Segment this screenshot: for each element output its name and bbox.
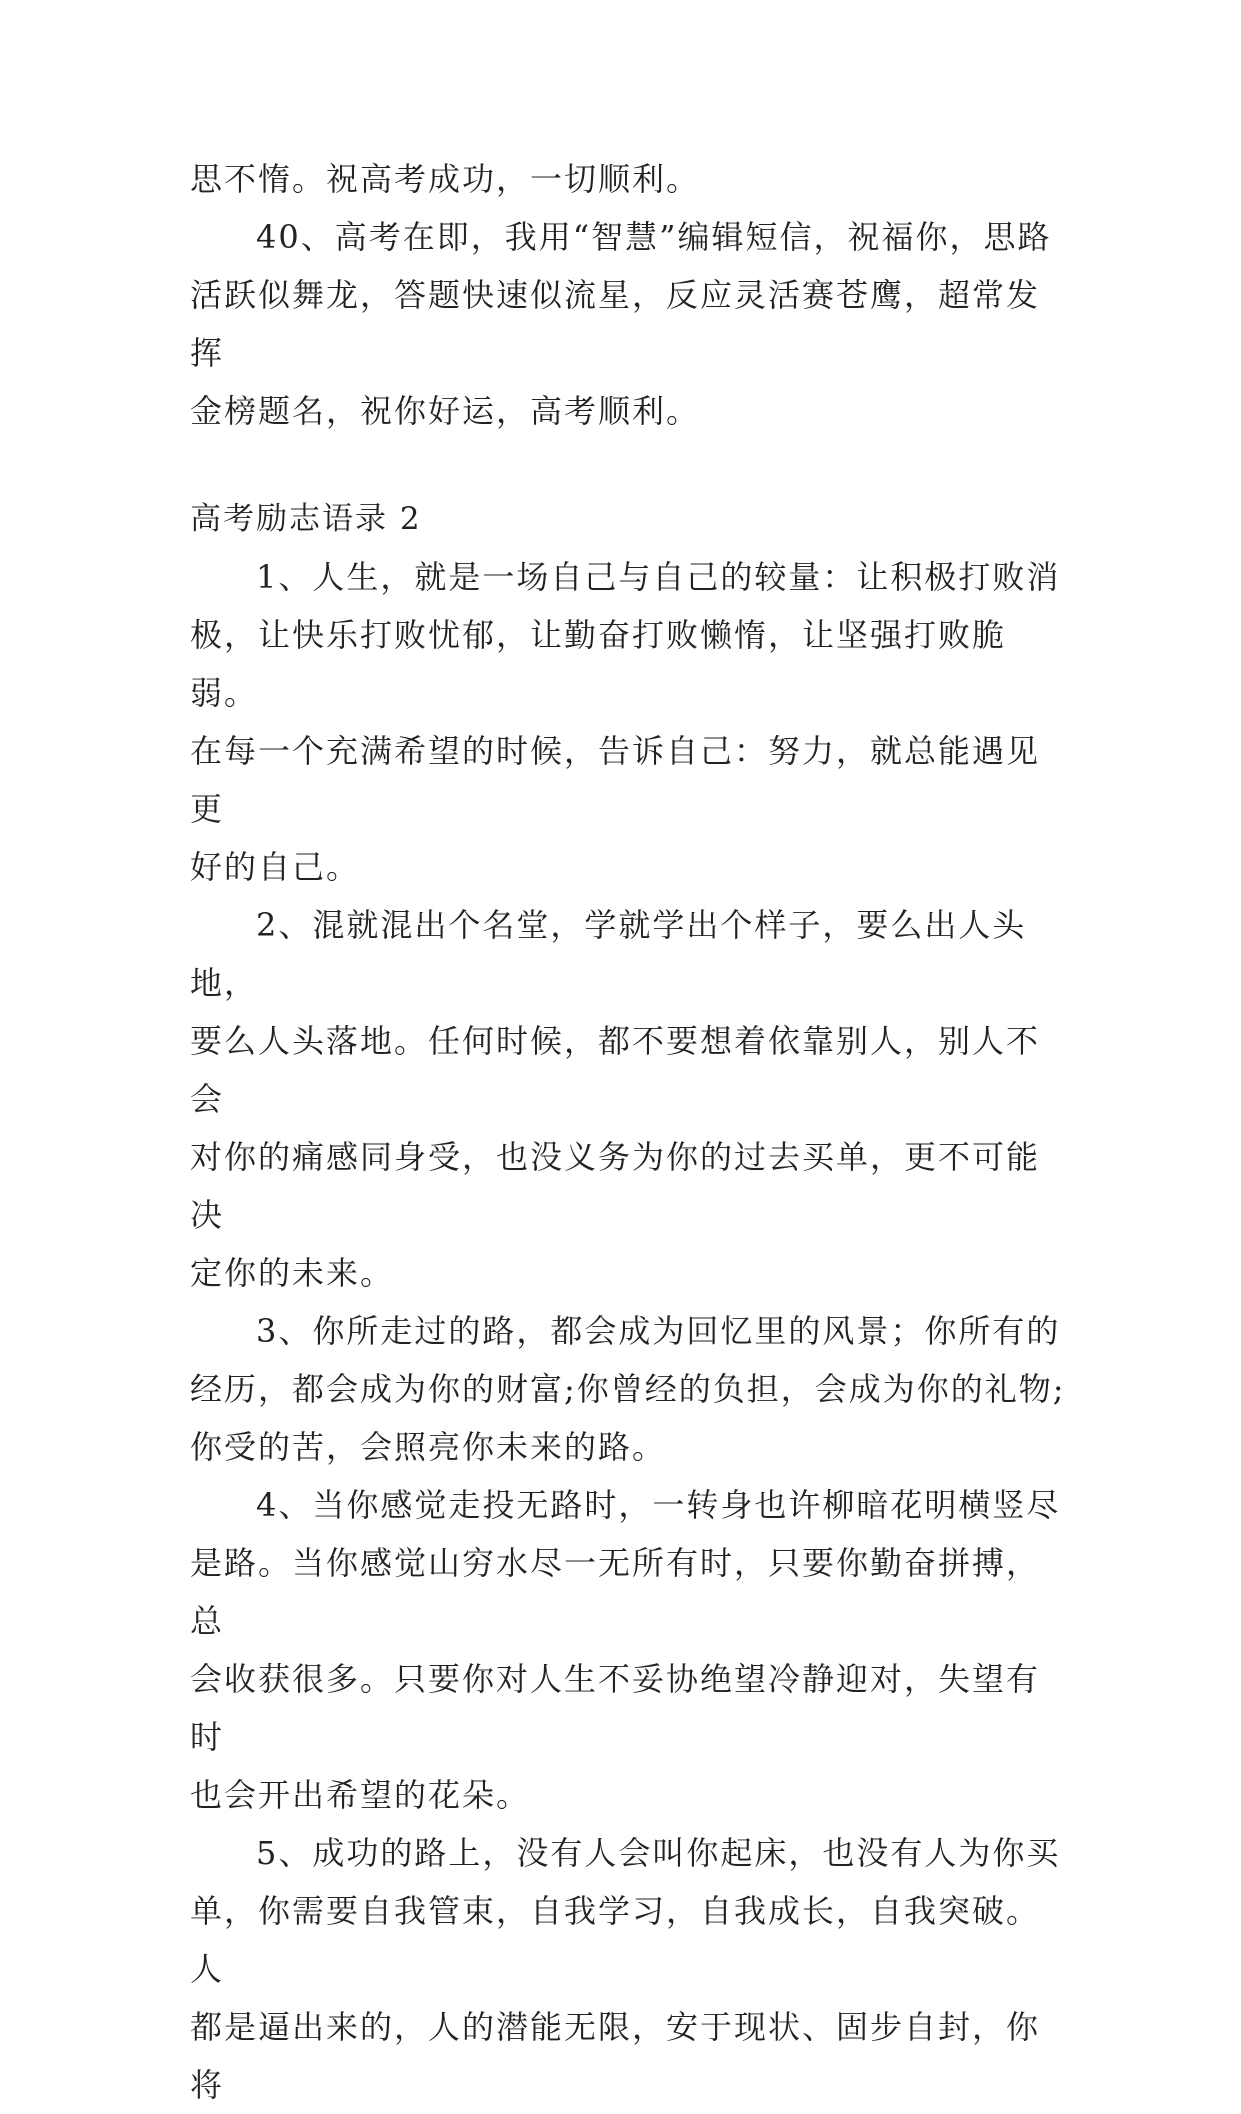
item-3-paragraph: 3、你所走过的路，都会成为回忆里的风景；你所有的 经历，都会成为你的财富;你曾经的负担，会成为你的礼物; 你受的苦，会照亮你未来的路。 [190,1312,1066,1466]
item-2-paragraph: 2、混就混出个名堂，学就学出个样子，要么出人头地， 要么人头落地。任何时候，都不要想着依靠别人，别人不会 对你的痛感同身受，也没义务为你的过去买单，更不可能决 定你的未来。 [190,906,1041,1292]
item-1-paragraph: 1、人生，就是一场自己与自己的较量：让积极打败消 极，让快乐打败忧郁，让勤奋打败懒惰，让坚强打败脆弱。 在每一个充满希望的时候，告诉自己：努力，就总能遇见更 好的自己。 [190,558,1061,886]
continuation-paragraph: 思不惰。祝高考成功，一切顺利。 [190,160,701,198]
item-5-paragraph: 5、成功的路上，没有人会叫你起床，也没有人为你买 单，你需要自我管束，自我学习，自我成长，自我突破。人 都是逼出来的，人的潜能无限，安于现状、固步自封，你将 [190,1834,1061,2104]
document-body [190,150,1070,2114]
item-40-paragraph: 40、高考在即，我用“智慧”编辑短信，祝福你，思路 活跃似舞龙，答题快速似流星，反应灵活赛苍鹰，超常发挥 金榜题名，祝你好运，高考顺利。 [190,218,1052,430]
item-4-paragraph: 4、当你感觉走投无路时，一转身也许柳暗花明横竖尽 是路。当你感觉山穷水尽一无所有时，只要你勤奋拼搏，总 会收获很多。只要你对人生不妥协绝望冷静迎对，失望有时 也会开出希望的花朵。 [190,1486,1061,1814]
section-title: 高考励志语录 2 [190,501,422,537]
